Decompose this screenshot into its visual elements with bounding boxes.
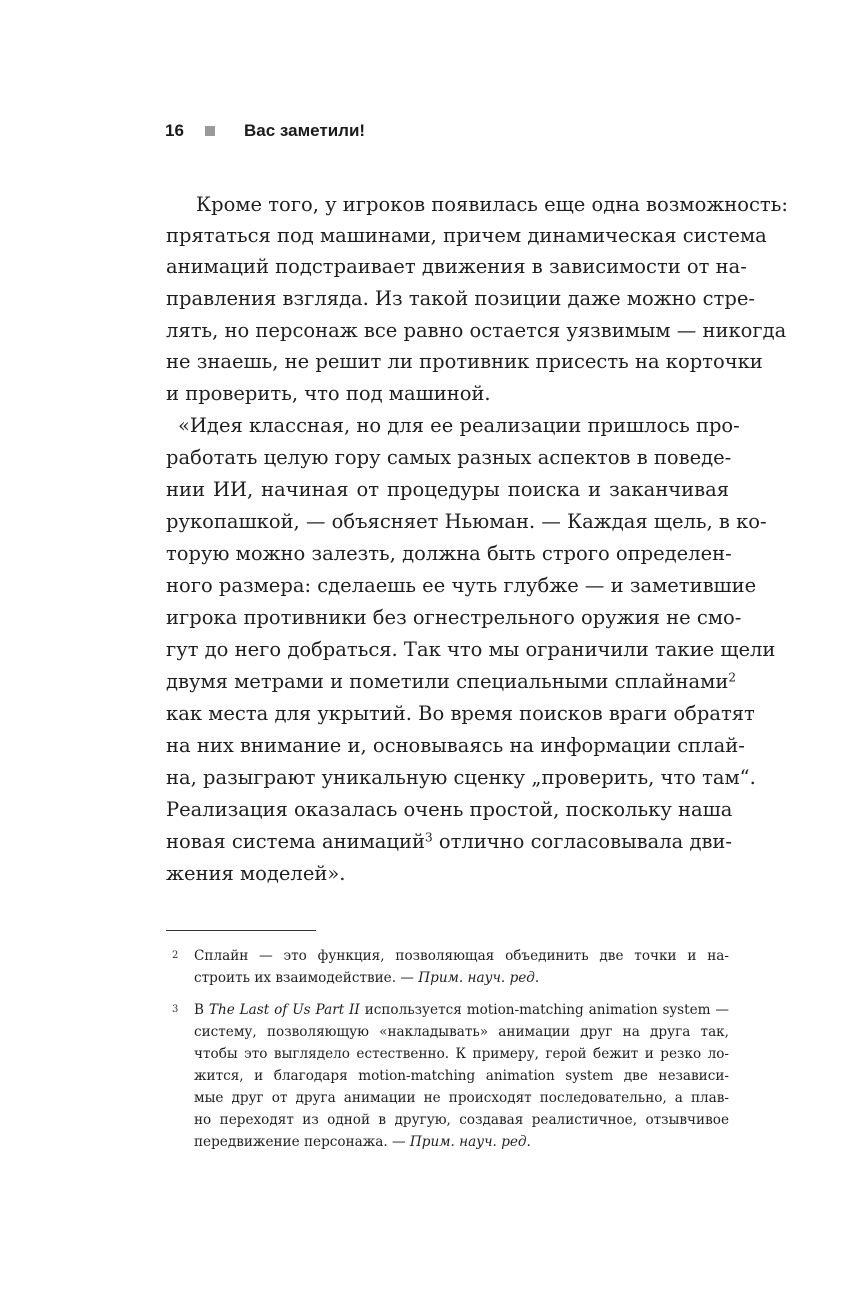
page-number: 16 [165, 121, 184, 140]
body-line: рукопашкой, — объясняет Ньюман. — Каждая щель, в ко- [166, 510, 767, 533]
footnote-line: Сплайн — это функция, позволяющая объединить две точки и на- [194, 948, 729, 964]
body-line-text: отлично согласовывала дви- [432, 830, 733, 853]
footnote-line [194, 1131, 729, 1153]
body-line: как места для укрытий. Во время поисков враги обратят [166, 702, 755, 725]
footnote-line [194, 999, 729, 1021]
body-line: правления взгляда. Из такой позиции даже можно стре- [166, 287, 755, 310]
body-line: «Идея классная, но для ее реализации пришлось про- [178, 414, 740, 437]
footnote-divider [166, 930, 316, 931]
body-line: на них внимание и, основываясь на информации сплай- [166, 734, 745, 757]
body-line: игрока противники без огнестрельного оружия не смо- [166, 606, 742, 629]
body-line: торую можно залезть, должна быть строго определен- [166, 542, 732, 565]
body-line [166, 667, 737, 697]
body-line-text: двумя метрами и пометили специальными сплайнами [166, 670, 729, 693]
body-line: на, разыграют уникальную сценку „проверить, что там“. [166, 766, 756, 789]
body-line: анимаций подстраивает движения в зависимости от на- [166, 255, 747, 278]
footnote-ref-3[interactable]: 3 [424, 830, 433, 845]
footnote-line: чтобы это выглядело естественно. К примеру, герой бежит и резко ло- [194, 1046, 729, 1062]
chapter-title: Вас заметили! [244, 121, 366, 140]
body-line: нии ИИ, начиная от процедуры поиска и заканчивая [166, 478, 729, 501]
footnote-marker-2: 2 [172, 950, 179, 961]
footnote-line [194, 967, 729, 989]
footnote-credit: Прим. науч. ред. [409, 1134, 531, 1150]
body-line: и проверить, что под машиной. [166, 382, 491, 405]
footnote-line: но переходят из одной в другую, создавая реалистичное, отзывчивое [194, 1112, 729, 1128]
footnote-line: жится, и благодаря motion-matching animation system две независи- [194, 1068, 729, 1084]
body-line [166, 827, 733, 857]
game-title: The Last of Us Part II [208, 1002, 360, 1018]
footnote-text: используется motion-matching animation system — [359, 1002, 730, 1018]
footnote-line: мые друг от друга анимации не происходят последовательно, а плав- [194, 1090, 729, 1106]
footnote-credit: Прим. науч. ред. [418, 970, 540, 986]
footnote-marker-3: 3 [172, 1004, 179, 1015]
body-line: жения моделей». [166, 862, 346, 885]
body-line: Реализация оказалась очень простой, поскольку наша [166, 798, 733, 821]
body-line: работать целую гору самых разных аспектов в поведе- [166, 446, 732, 469]
body-line: лять, но персонаж все равно остается уязвимым — никогда [166, 319, 787, 342]
footnote-text: строить их взаимодействие. — [194, 970, 419, 986]
body-line-text: новая система анимаций [166, 830, 425, 853]
footnote-text: передвижение персонажа. — [194, 1134, 410, 1150]
footnote-ref-2[interactable]: 2 [728, 670, 737, 685]
body-line: ного размера: сделаешь ее чуть глубже — и заметившие [166, 574, 757, 597]
separator-square-icon [205, 126, 215, 136]
body-line: не знаешь, не решит ли противник присесть на корточки [166, 350, 763, 373]
body-line: Кроме того, у игроков появилась еще одна возможность: [196, 193, 788, 216]
body-line: гут до него добраться. Так что мы ограничили такие щели [166, 638, 776, 661]
footnote-line: систему, позволяющую «накладывать» анимации друг на друга так, [194, 1024, 729, 1040]
body-line: прятаться под машинами, причем динамическая система [166, 224, 767, 247]
footnote-text: В [194, 1002, 209, 1018]
